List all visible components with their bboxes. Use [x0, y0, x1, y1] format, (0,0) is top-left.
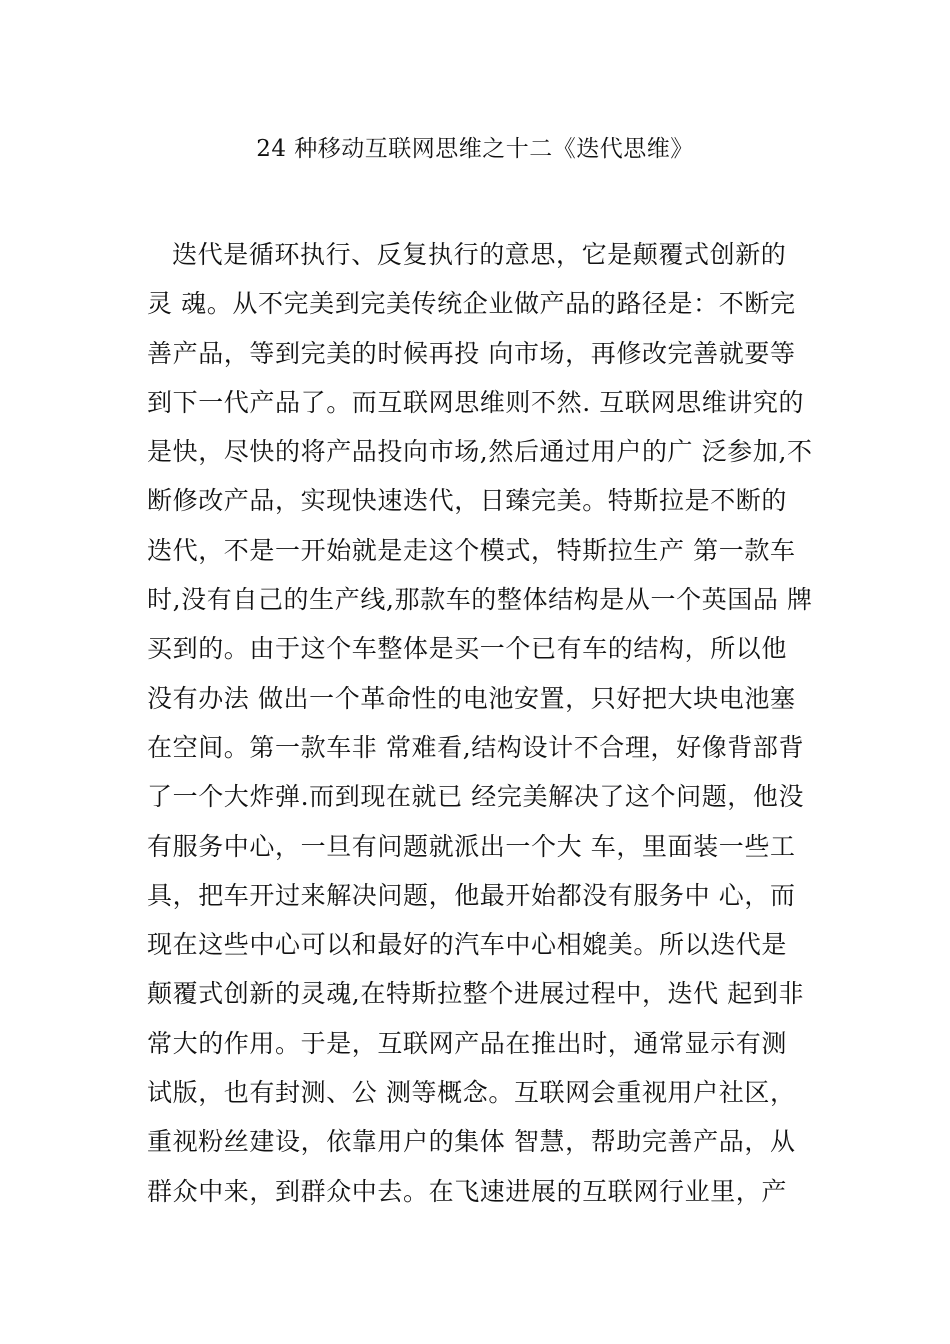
text-line: 迭代，不是一开始就是走这个模式，特斯拉生产 第一款车 [147, 535, 796, 565]
text-line: 了一个大炸弹.而到现在就已 经完美解决了这个问题，他没 [147, 782, 805, 812]
text-line: 现在这些中心可以和最好的汽车中心相媲美。所以迭代是 [147, 930, 788, 960]
text-line: 灵 魂。从不完美到完美传统企业做产品的路径是：不断完 [147, 289, 796, 319]
text-line: 断修改产品，实现快速迭代，日臻完美。特斯拉是不断的 [147, 486, 788, 516]
document-title: 24 种移动互联网思维之十二《迭代思维》 [256, 136, 694, 162]
text-line: 迭代是循环执行、反复执行的意思，它是颠覆式创新的 [172, 240, 787, 269]
text-line: 颠覆式创新的灵魂,在特斯拉整个进展过程中，迭代 起到非 [147, 979, 805, 1009]
text-line: 买到的。由于这个车整体是买一个已有车的结构，所以他 [147, 634, 788, 664]
text-line: 重视粉丝建设，依靠用户的集体 智慧，帮助完善产品，从 [147, 1127, 796, 1157]
text-line: 常大的作用。于是，互联网产品在推出时，通常显示有测 [147, 1028, 788, 1058]
text-line: 在空间。第一款车非 常难看,结构设计不合理，好像背部背 [147, 732, 805, 762]
text-line: 没有办法 做出一个革命性的电池安置，只好把大块电池塞 [147, 683, 796, 713]
text-line: 有服务中心，一旦有问题就派出一个大 车，里面装一些工 [147, 831, 796, 861]
text-line: 到下一代产品了。而互联网思维则不然. 互联网思维讲究的 [147, 387, 805, 417]
text-line: 具，把车开过来解决问题，他最开始都没有服务中 心，而 [147, 880, 796, 910]
text-line: 善产品，等到完美的时候再投 向市场，再修改完善就要等 [147, 338, 796, 368]
text-line: 试版，也有封测、公 测等概念。互联网会重视用户社区， [147, 1078, 796, 1108]
text-line: 群众中来，到群众中去。在飞速进展的互联网行业里，产 [147, 1176, 788, 1206]
text-line: 时,没有自己的生产线,那款车的整体结构是从一个英国品 牌 [147, 585, 813, 615]
text-line: 是快，尽快的将产品投向市场,然后通过用户的广 泛参加,不 [147, 437, 813, 467]
body-paragraph [147, 230, 813, 1216]
